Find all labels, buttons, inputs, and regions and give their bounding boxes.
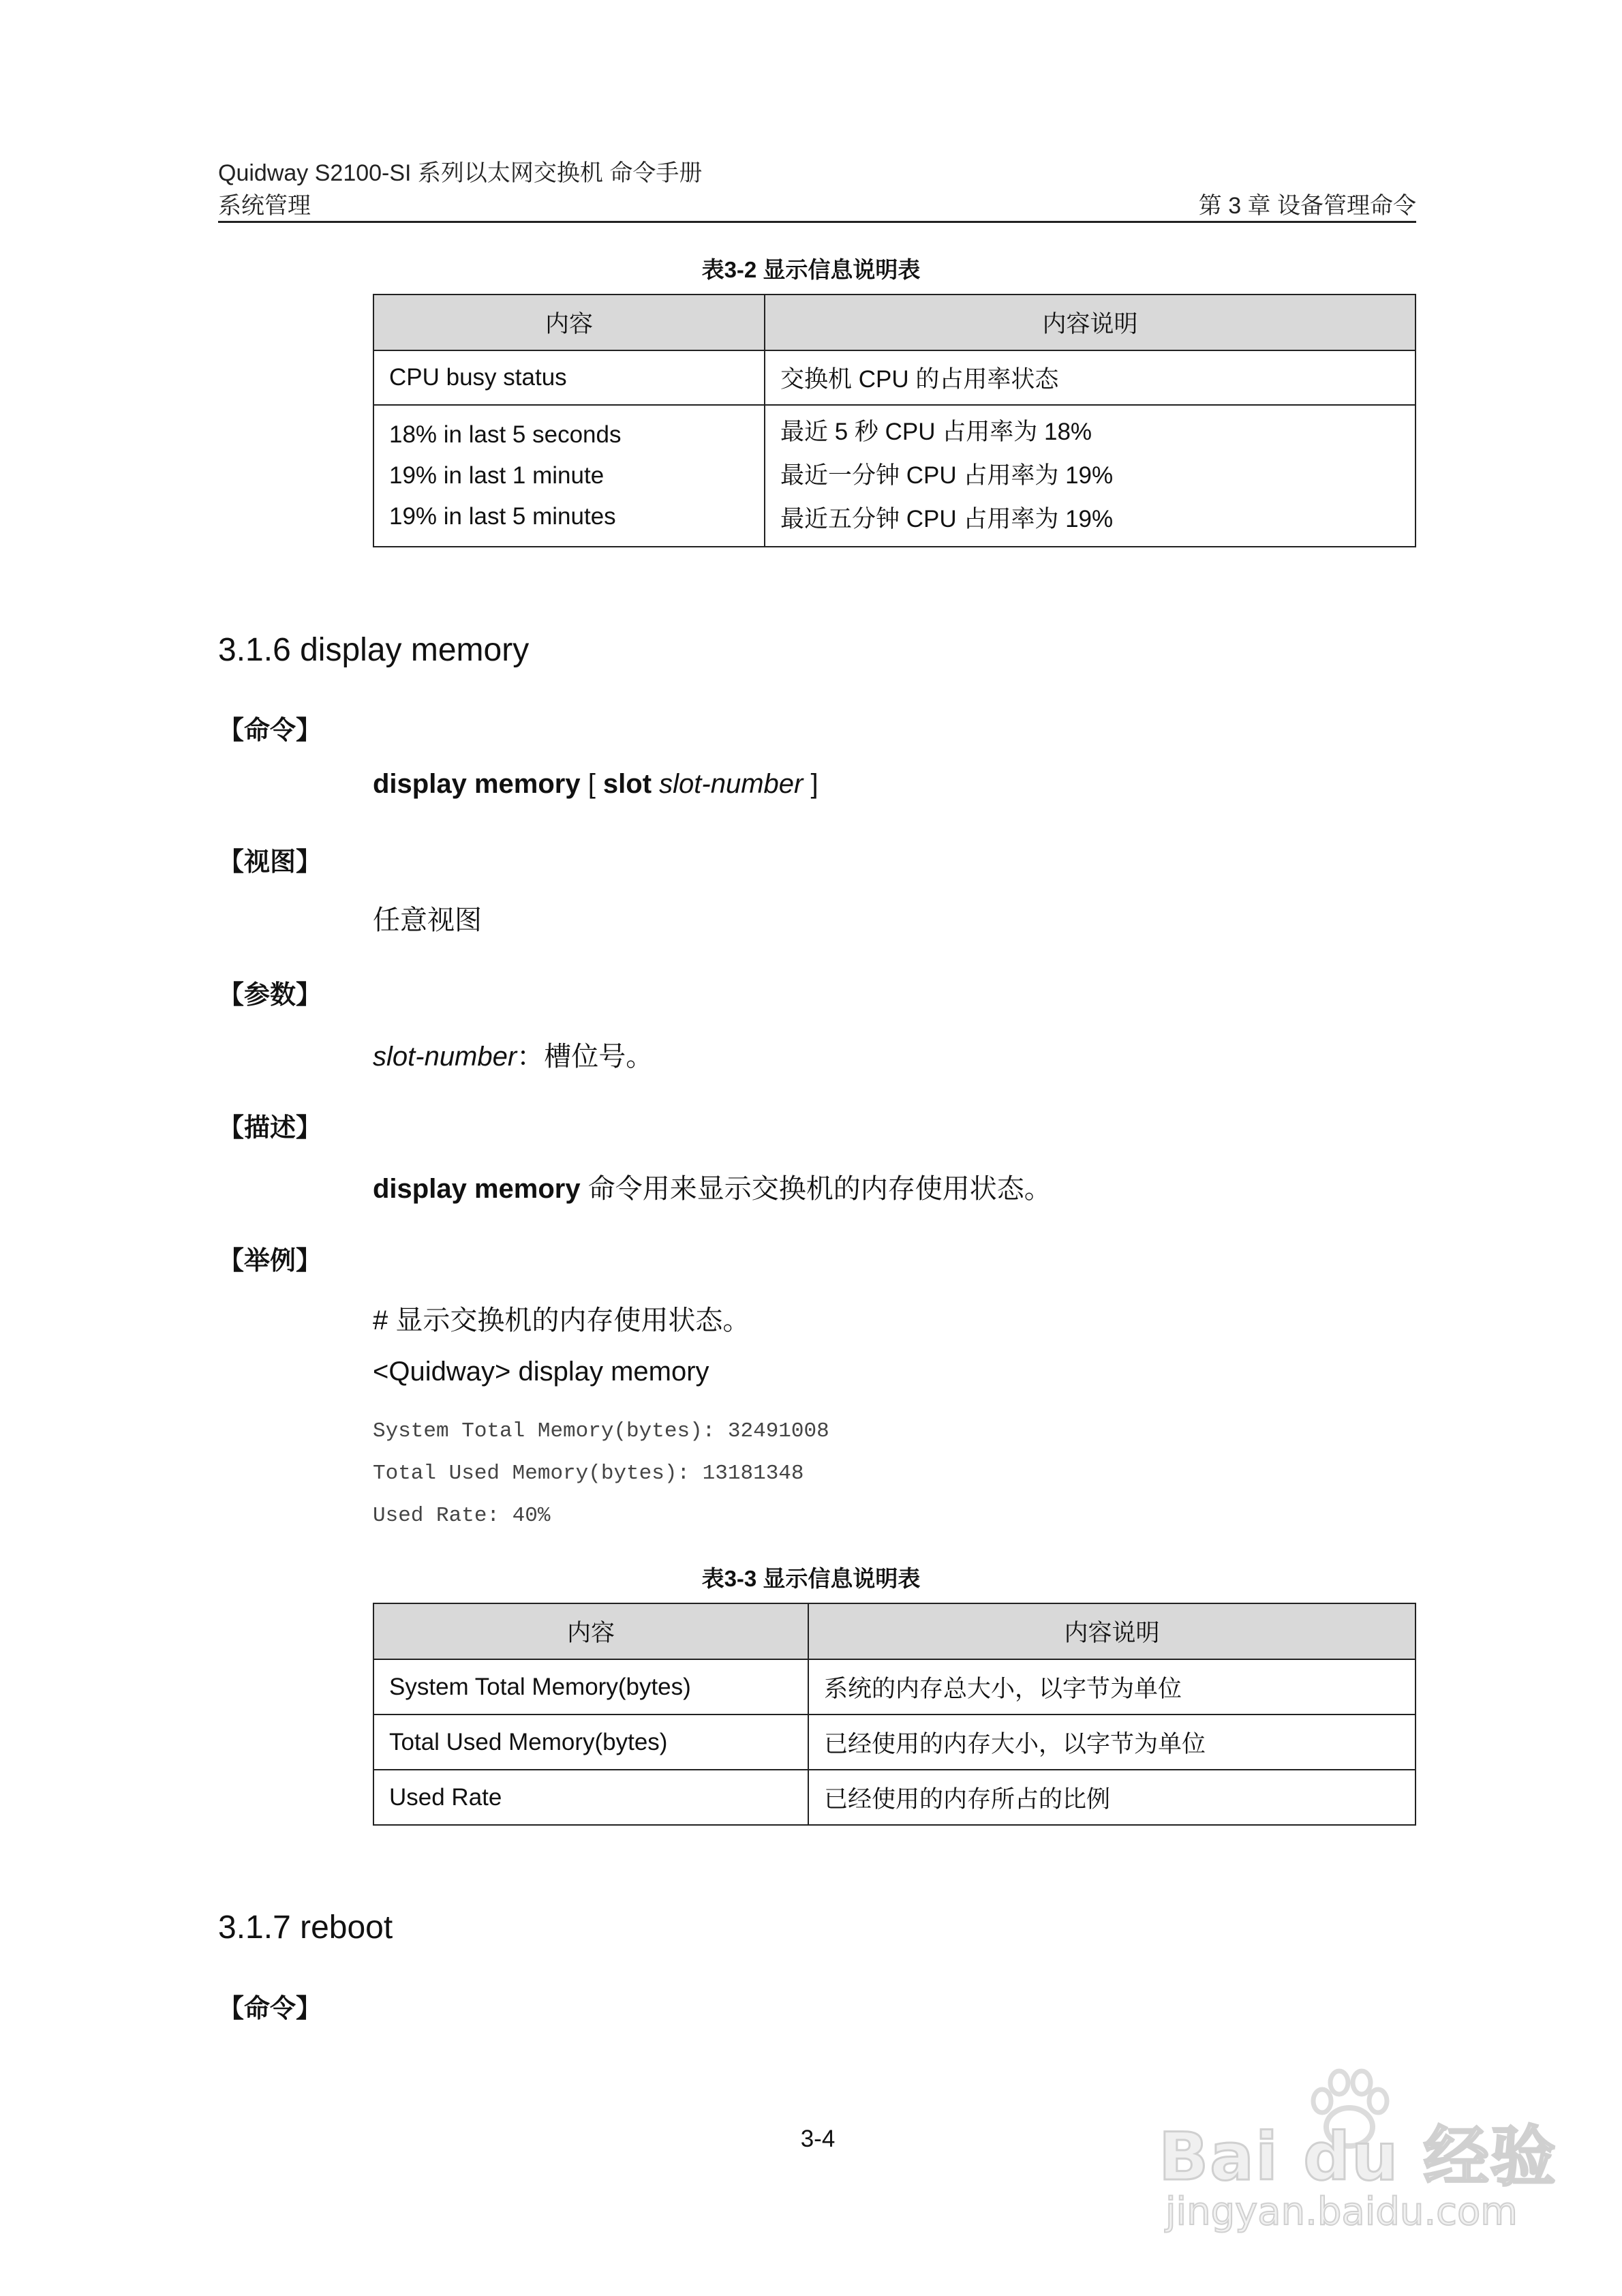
view-tag: 【视图】 (218, 848, 322, 877)
cell-line: 19% in last 5 minutes (389, 503, 616, 530)
cell-line: 最近一分钟 CPU 占用率为 19% (780, 462, 1114, 489)
view-text: 任意视图 (373, 905, 482, 935)
output-line: System Total Memory(bytes): 32491008 (373, 1419, 829, 1443)
table-3-2 (373, 294, 1416, 547)
cell-line: 19% in last 1 minute (389, 462, 605, 489)
watermark-url: jingyan.baidu.com (1165, 2190, 1518, 2234)
table-cell: 系统的内存总大小，以字节为单位 (808, 1659, 1416, 1715)
table-cell: Total Used Memory(bytes) (373, 1715, 808, 1770)
description-tag: 【描述】 (218, 1114, 322, 1143)
cmd-text: [ (580, 769, 603, 799)
part-name: 系统管理 (218, 193, 311, 219)
header-rule (218, 221, 1416, 223)
table-row (373, 350, 1416, 405)
cmd-keyword: slot (602, 769, 652, 799)
description-text (373, 1167, 1052, 1206)
table-header-description: 内容说明 (765, 294, 1416, 350)
cell-line: 最近五分钟 CPU 占用率为 19% (780, 506, 1114, 532)
desc-body: 命令用来显示交换机的内存使用状态。 (580, 1174, 1052, 1204)
table-header-content: 内容 (373, 294, 765, 350)
table-cell (765, 405, 1416, 547)
doc-title: Quidway S2100-SI 系列以太网交换机 命令手册 (218, 160, 703, 186)
table-header-content: 内容 (373, 1603, 808, 1659)
section-3-1-7-title: 3.1.7 reboot (218, 1909, 393, 1946)
table-row (373, 1770, 1416, 1825)
cmd-text: ] (803, 769, 818, 799)
table-cell: System Total Memory(bytes) (373, 1659, 808, 1715)
output-line: Total Used Memory(bytes): 13181348 (373, 1462, 804, 1485)
table-row (373, 405, 1416, 547)
output-line: Used Rate: 40% (373, 1504, 551, 1528)
command-tag: 【命令】 (218, 716, 322, 745)
table-3-3-caption: 表3-3 显示信息说明表 (701, 1566, 921, 1591)
table-cell: 交换机 CPU 的占用率状态 (765, 350, 1416, 405)
table-3-2-caption: 表3-2 显示信息说明表 (701, 257, 921, 282)
desc-keyword: display memory (373, 1174, 581, 1204)
example-tag: 【举例】 (218, 1247, 322, 1275)
param-desc: ：槽位号。 (517, 1042, 654, 1072)
table-cell: 已经使用的内存所占的比例 (808, 1770, 1416, 1825)
chapter-name: 第 3 章 设备管理命令 (1198, 193, 1416, 219)
page-number: 3-4 (800, 2126, 836, 2152)
table-cell (373, 405, 765, 547)
table-header-description: 内容说明 (808, 1603, 1416, 1659)
parameter-tag: 【参数】 (218, 981, 322, 1010)
cmd-text (652, 769, 659, 799)
cmd-argument: slot-number (659, 769, 804, 799)
table-row (373, 1715, 1416, 1770)
parameter-text (373, 1035, 653, 1074)
table-row (373, 1659, 1416, 1715)
command-syntax (373, 769, 818, 800)
section-3-1-6-title: 3.1.6 display memory (218, 632, 530, 668)
command-tag: 【命令】 (218, 1995, 322, 2023)
cell-line: 最近 5 秒 CPU 占用率为 18% (780, 419, 1092, 445)
table-3-3 (373, 1603, 1416, 1826)
example-command: <Quidway> display memory (373, 1357, 709, 1387)
table-cell: Used Rate (373, 1770, 808, 1825)
baidu-jingyan-logo: Bai du 经验 (1159, 2119, 1557, 2195)
example-note: # 显示交换机的内存使用状态。 (373, 1305, 750, 1335)
cmd-keyword: display memory (373, 769, 581, 799)
param-name: slot-number (373, 1042, 517, 1072)
table-cell: CPU busy status (373, 350, 765, 405)
cell-line: 18% in last 5 seconds (389, 421, 622, 448)
table-cell: 已经使用的内存大小，以字节为单位 (808, 1715, 1416, 1770)
